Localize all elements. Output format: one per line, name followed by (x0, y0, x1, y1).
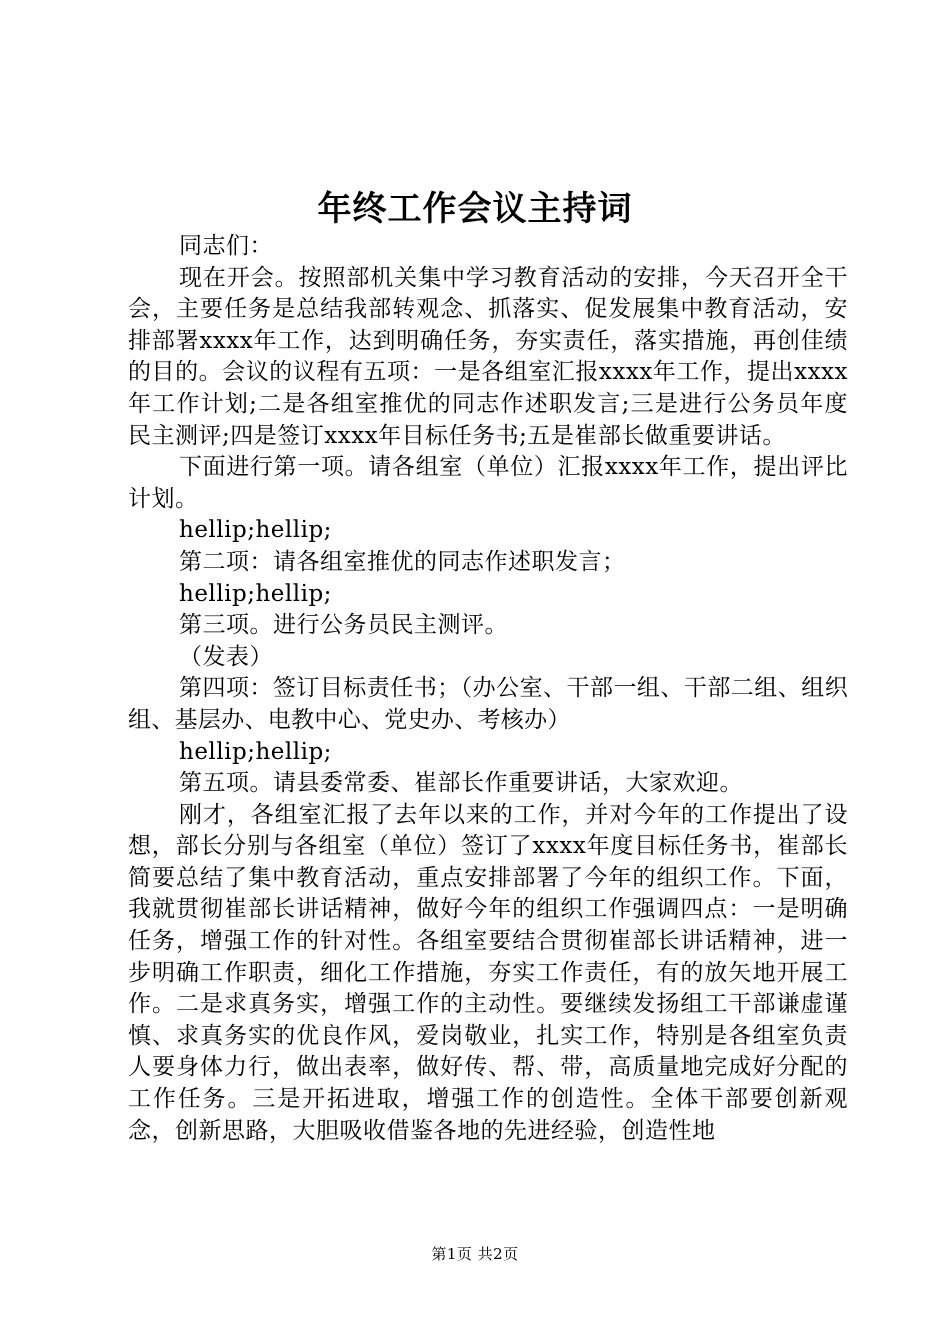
document-title: 年终工作会议主持词 (317, 189, 633, 229)
ellipsis-paragraph: hellip;hellip; (179, 580, 332, 607)
page-number-footer: 第1页 共2页 (431, 1245, 519, 1263)
item-one-paragraph: 下面进行第一项。请各组室（单位）汇报xxxx年工作，提出评比计划。 (128, 454, 848, 512)
ellipsis-paragraph: hellip;hellip; (179, 517, 332, 544)
ellipsis-paragraph: hellip;hellip; (179, 738, 332, 765)
note-paragraph: （发表） (179, 643, 273, 670)
salutation-paragraph: 同志们： (179, 233, 273, 259)
item-three-paragraph: 第三项。进行公务员民主测评。 (179, 612, 508, 639)
opening-paragraph: 现在开会。按照部机关集中学习教育活动的安排，今天召开全干会，主要任务是总结我部转观念、抓落实、促发展集中教育活动，安排部署xxxx年工作，达到明确任务，夯实责任，落实措施，再创佳绩的目的。会议的议程有五项：一是各组室汇报xxxx年工作，提出xxxx年工作计划;二是各组室推优的同志作述职发言;三是进行公务员年度民主测评;四是签订xxxx年目标任务书;五是崔部长做重要讲话。 (128, 264, 848, 449)
closing-paragraph: 刚才，各组室汇报了去年以来的工作，并对今年的工作提出了设想，部长分别与各组室（单位）签订了xxxx年度目标任务书，崔部长简要总结了集中教育活动，重点安排部署了今年的组织工作。下面，我就贯彻崔部长讲话精神，做好今年的组织工作强调四点：一是明确任务，增强工作的针对性。各组室要结合贯彻崔部长讲话精神，进一步明确工作职责，细化工作措施，夯实工作责任，有的放矢地开展工作。二是求真务实，增强工作的主动性。要继续发扬组工干部谦虚谨慎、求真务实的优良作风，爱岗敬业，扎实工作，特别是各组室负责人要身体力行，做出表率，做好传、帮、带，高质量地完成好分配的工作任务。三是开拓进取，增强工作的创造性。全体干部要创新观念，创新思路，大胆吸收借鉴各地的先进经验，创造性地 (128, 801, 848, 1144)
document-body (128, 231, 848, 1147)
item-five-paragraph: 第五项。请县委常委、崔部长作重要讲话，大家欢迎。 (179, 770, 743, 797)
item-four-paragraph: 第四项：签订目标责任书；（办公室、干部一组、干部二组、组织组、基层办、电教中心、党史办、考核办） (128, 675, 848, 733)
item-two-paragraph: 第二项：请各组室推优的同志作述职发言； (179, 548, 626, 575)
